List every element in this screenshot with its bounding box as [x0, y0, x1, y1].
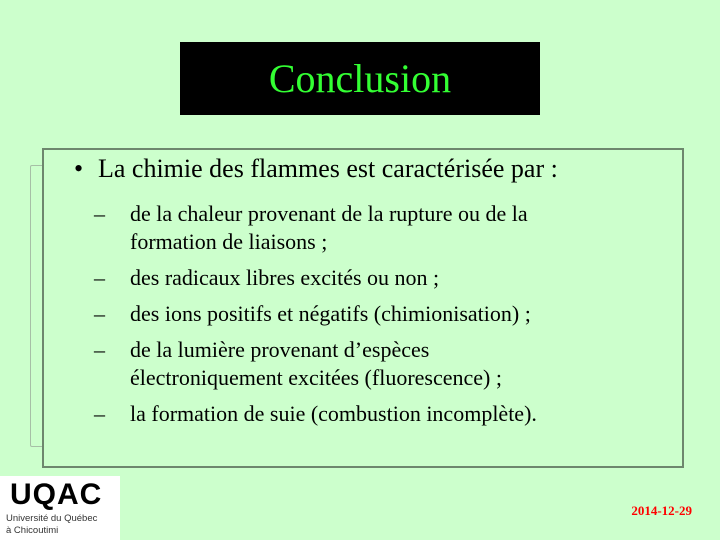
sub-bullet-item: [94, 300, 537, 328]
sub-bullet-line: formation de liaisons ;: [130, 229, 328, 254]
sub-bullet-item: [94, 400, 537, 428]
slide-title: Conclusion: [268, 55, 452, 101]
sub-bullet-line: des radicaux libres excités ou non ;: [130, 265, 440, 290]
bullet-icon: •: [74, 154, 84, 183]
dash-icon: –: [94, 265, 105, 290]
sub-bullet-line: électroniquement excitées (fluorescence) ;: [130, 365, 502, 390]
title-box: [180, 42, 540, 115]
sub-bullet-item: [94, 264, 537, 292]
logo-wordmark: UQAC: [10, 478, 103, 511]
dash-icon: –: [94, 201, 105, 226]
sub-bullet-item: [94, 200, 537, 256]
sub-bullet-line: de la lumière provenant d’espèces: [130, 337, 430, 362]
sub-bullet-list: [94, 200, 537, 436]
sub-bullet-line: des ions positifs et négatifs (chimionisation) ;: [130, 301, 531, 326]
logo-subtitle-line1: Université du Québec: [6, 513, 98, 524]
uqac-logo: [0, 476, 120, 540]
slide-date: 2014-12-29: [631, 503, 692, 518]
sub-bullet-item: [94, 336, 537, 392]
main-bullet: [74, 154, 558, 184]
dash-icon: –: [94, 401, 105, 426]
logo-subtitle-line2: à Chicoutimi: [6, 525, 59, 536]
sub-bullet-line: la formation de suie (combustion incomplète).: [130, 401, 537, 426]
dash-icon: –: [94, 301, 105, 326]
content-box: [42, 148, 684, 468]
main-bullet-text: La chimie des flammes est caractérisée par :: [98, 154, 558, 183]
sub-bullet-line: de la chaleur provenant de la rupture ou de la: [130, 201, 528, 226]
dash-icon: –: [94, 337, 105, 362]
